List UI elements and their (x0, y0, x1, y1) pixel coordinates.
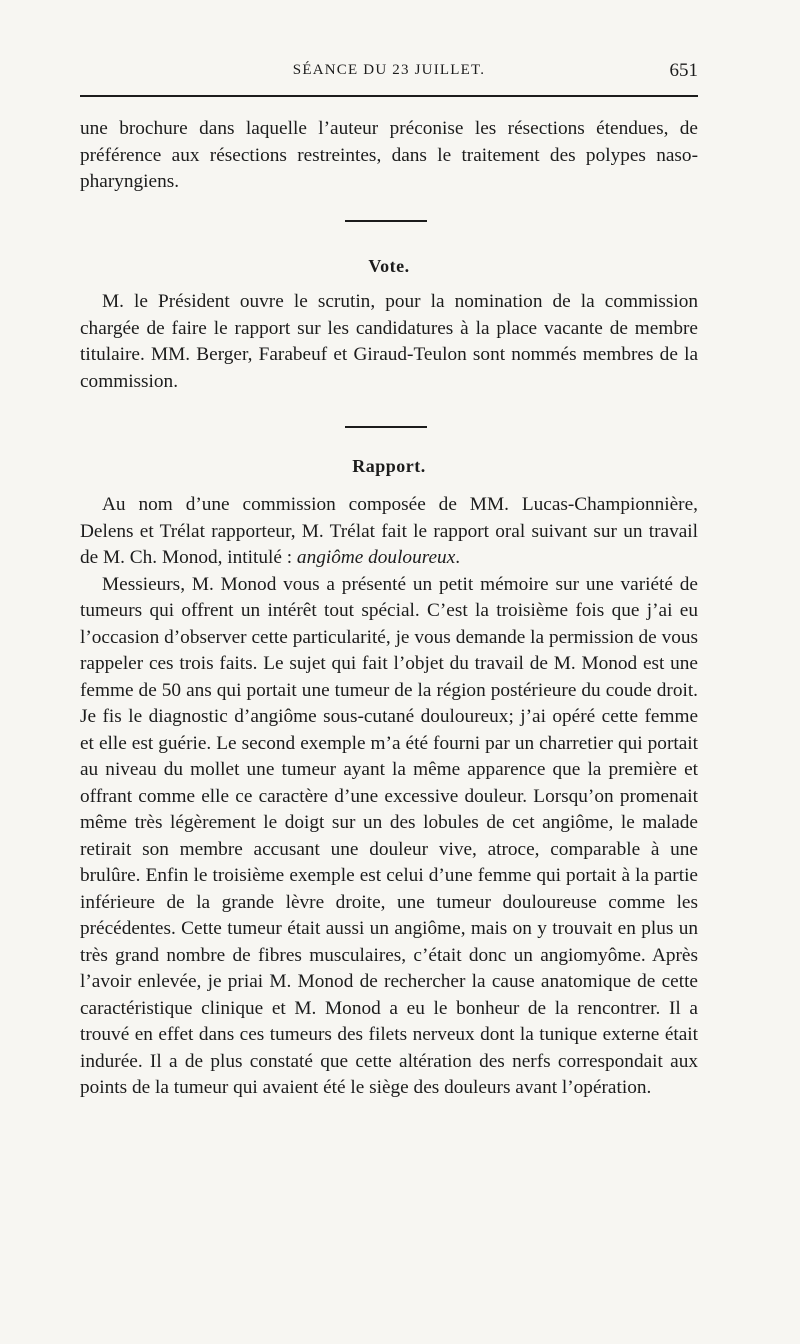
rapport-intro-text: Au nom d’une commission composée de MM. Lucas-Championnière, Delens et Trélat rapporteur, M. Trélat fait le rapport oral suivant sur un travail de M. Ch. Monod, intitulé : (80, 494, 698, 568)
header-rule (80, 95, 698, 97)
running-head (80, 62, 698, 86)
page-number: 651 (669, 60, 698, 81)
vote-paragraph: M. le Président ouvre le scrutin, pour la nomination de la commission chargée de faire le rapport sur les candidatures à la place vacante de membre titulaire. MM. Berger, Farabeuf et Giraud-Teulon sont nommés membres de la commission. (80, 291, 698, 392)
rapport-heading: Rapport. (352, 456, 426, 476)
intro-paragraph-block (80, 116, 698, 196)
section-separator-vote (345, 220, 427, 222)
report-title-period: . (455, 547, 461, 568)
section-separator-rapport (345, 426, 427, 428)
report-title: angiôme douloureux (296, 547, 456, 568)
rapport-body-paragraph: Messieurs, M. Monod vous a présenté un petit mémoire sur une variété de tumeurs qui offrent un intérêt tout spécial. C’est la troisième fois que j’ai eu l’occasion d’observer cette particularité, je vous demande la permission de vous rappeler ces trois faits. Le sujet qui fait l’objet du travail de M. Monod est une femme de 50 ans qui portait une tumeur de la région postérieure du coude droit. Je fis le diagnostic d’angiôme sous-cutané douloureux; j’ai opéré cette femme et elle est guérie. Le second exemple m’a été fourni par un charretier qui portait au niveau du mollet une tumeur ayant la même apparence que la première et offrant comme elle ce caractère d’une excessive douleur. Lorsqu’on promenait même très légèrement le doigt sur un des lobules de cet angiôme, le malade retirait son membre accusant une douleur vive, atroce, comparable à une brulûre. Enfin le troisième exemple est celui d’une femme qui portait à la partie inférieure de la grande lèvre droite, une tumeur douloureuse comme les précédentes. Cette tumeur était aussi un angiôme, mais on y trouvait en plus un très grand nombre de fibres musculaires, c’était donc un angiomyôme. Après l’avoir enlevée, je priai M. Monod de rechercher la cause anatomique de cette caractéristique clinique et M. Monod a eu le bonheur de la rencontrer. Il a trouvé en effet dans ces tumeurs des filets nerveux dont la tunique externe était indurée. Il a de plus constaté que cette altération des nerfs correspondait aux points de la tumeur qui avaient été le siège des douleurs avant l’opération. (80, 573, 698, 1098)
running-title: SÉANCE DU 23 JUILLET. (292, 62, 486, 78)
vote-heading: Vote. (368, 256, 410, 276)
vote-paragraph-block (80, 289, 698, 395)
intro-paragraph: une brochure dans laquelle l’auteur préconise les résections étendues, de préférence aux résections restreintes, dans le traitement des polypes naso-pharyngiens. (80, 118, 698, 192)
rapport-intro-paragraph (80, 492, 698, 572)
rapport-text-block (80, 492, 698, 1102)
